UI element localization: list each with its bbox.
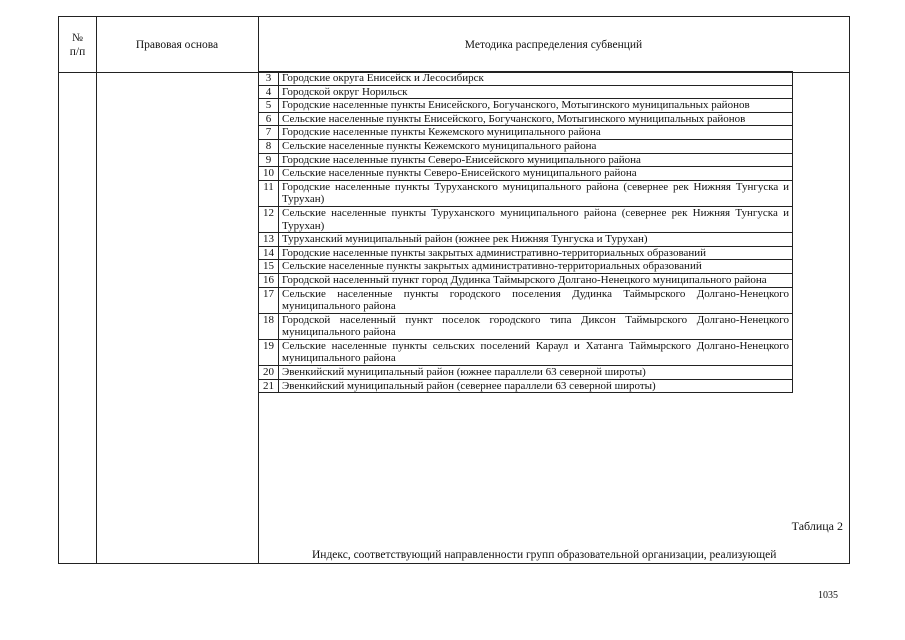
row-territory: Сельские населенные пункты Северо-Енисейского муниципального района — [279, 167, 793, 181]
header-number: № п/п — [69, 31, 86, 58]
table-row — [259, 246, 793, 260]
row-territory: Городской населенный пункт город Дудинка Таймырского Долгано-Ненецкого муниципального района — [279, 273, 793, 287]
row-number: 13 — [259, 233, 279, 247]
table-row — [259, 206, 793, 232]
row-number: 12 — [259, 206, 279, 232]
table-caption: Таблица 2 — [791, 519, 843, 533]
table-row — [259, 112, 793, 126]
table-row — [259, 366, 793, 380]
table-row — [259, 126, 793, 140]
table-row — [259, 85, 793, 99]
row-territory: Городские населенные пункты Кежемского муниципального района — [279, 126, 793, 140]
header-legal-basis: Правовая основа — [135, 38, 219, 51]
row-territory: Сельские населенные пункты Енисейского, Богучанского, Мотыгинского муниципальных районов — [279, 112, 793, 126]
row-territory: Сельские населенные пункты Туруханского муниципального района (севернее рек Нижняя Тунгуска и Турухан) — [279, 206, 793, 232]
row-territory: Эвенкийский муниципальный район (севернее параллели 63 северной широты) — [279, 379, 793, 393]
table-row — [259, 180, 793, 206]
header-methodology: Методика распределения субвенций — [464, 38, 643, 51]
row-territory: Сельские населенные пункты сельских поселений Караул и Хатанга Таймырского Долгано-Ненецкого муниципального района — [279, 339, 793, 365]
column-divider-1 — [96, 17, 97, 563]
row-territory: Сельские населенные пункты закрытых административно-территориальных образований — [279, 260, 793, 274]
territory-list-body — [259, 72, 793, 393]
row-number: 7 — [259, 126, 279, 140]
table-row — [259, 260, 793, 274]
table-row — [259, 339, 793, 365]
table-row — [259, 273, 793, 287]
table-row — [259, 313, 793, 339]
row-territory: Сельские населенные пункты Кежемского муниципального района — [279, 139, 793, 153]
table-row — [259, 233, 793, 247]
row-number: 18 — [259, 313, 279, 339]
row-number: 16 — [259, 273, 279, 287]
row-territory: Городской населенный пункт поселок городского типа Диксон Таймырского Долгано-Ненецкого муниципального района — [279, 313, 793, 339]
table-row — [259, 99, 793, 113]
row-number: 17 — [259, 287, 279, 313]
row-number: 9 — [259, 153, 279, 167]
row-territory: Городские населенные пункты закрытых административно-территориальных образований — [279, 246, 793, 260]
table-row — [259, 379, 793, 393]
row-number: 5 — [259, 99, 279, 113]
row-territory: Городские населенные пункты Северо-Енисейского муниципального района — [279, 153, 793, 167]
table-row — [259, 287, 793, 313]
table-row — [259, 139, 793, 153]
row-territory: Городские населенные пункты Туруханского муниципального района (севернее рек Нижняя Тунгуска и Турухан) — [279, 180, 793, 206]
table-title-line: Индекс, соответствующий направленности групп образовательной организации, реализующей — [312, 549, 777, 561]
row-number: 10 — [259, 167, 279, 181]
table-row — [259, 72, 793, 86]
table-row — [259, 167, 793, 181]
row-number: 15 — [259, 260, 279, 274]
territory-list-table — [258, 71, 793, 393]
row-number: 4 — [259, 85, 279, 99]
row-number: 19 — [259, 339, 279, 365]
row-territory: Городские округа Енисейск и Лесосибирск — [279, 72, 793, 86]
row-territory: Туруханский муниципальный район (южнее рек Нижняя Тунгуска и Турухан) — [279, 233, 793, 247]
row-number: 11 — [259, 180, 279, 206]
row-number: 6 — [259, 112, 279, 126]
row-territory: Сельские населенные пункты городского поселения Дудинка Таймырского Долгано-Ненецкого муниципального района — [279, 287, 793, 313]
row-number: 21 — [259, 379, 279, 393]
row-territory: Городской округ Норильск — [279, 85, 793, 99]
page-number: 1035 — [818, 590, 838, 601]
row-number: 8 — [259, 139, 279, 153]
row-number: 14 — [259, 246, 279, 260]
row-number: 20 — [259, 366, 279, 380]
table-row — [259, 153, 793, 167]
row-territory: Эвенкийский муниципальный район (южнее параллели 63 северной широты) — [279, 366, 793, 380]
row-number: 3 — [259, 72, 279, 86]
row-territory: Городские населенные пункты Енисейского, Богучанского, Мотыгинского муниципальных районов — [279, 99, 793, 113]
